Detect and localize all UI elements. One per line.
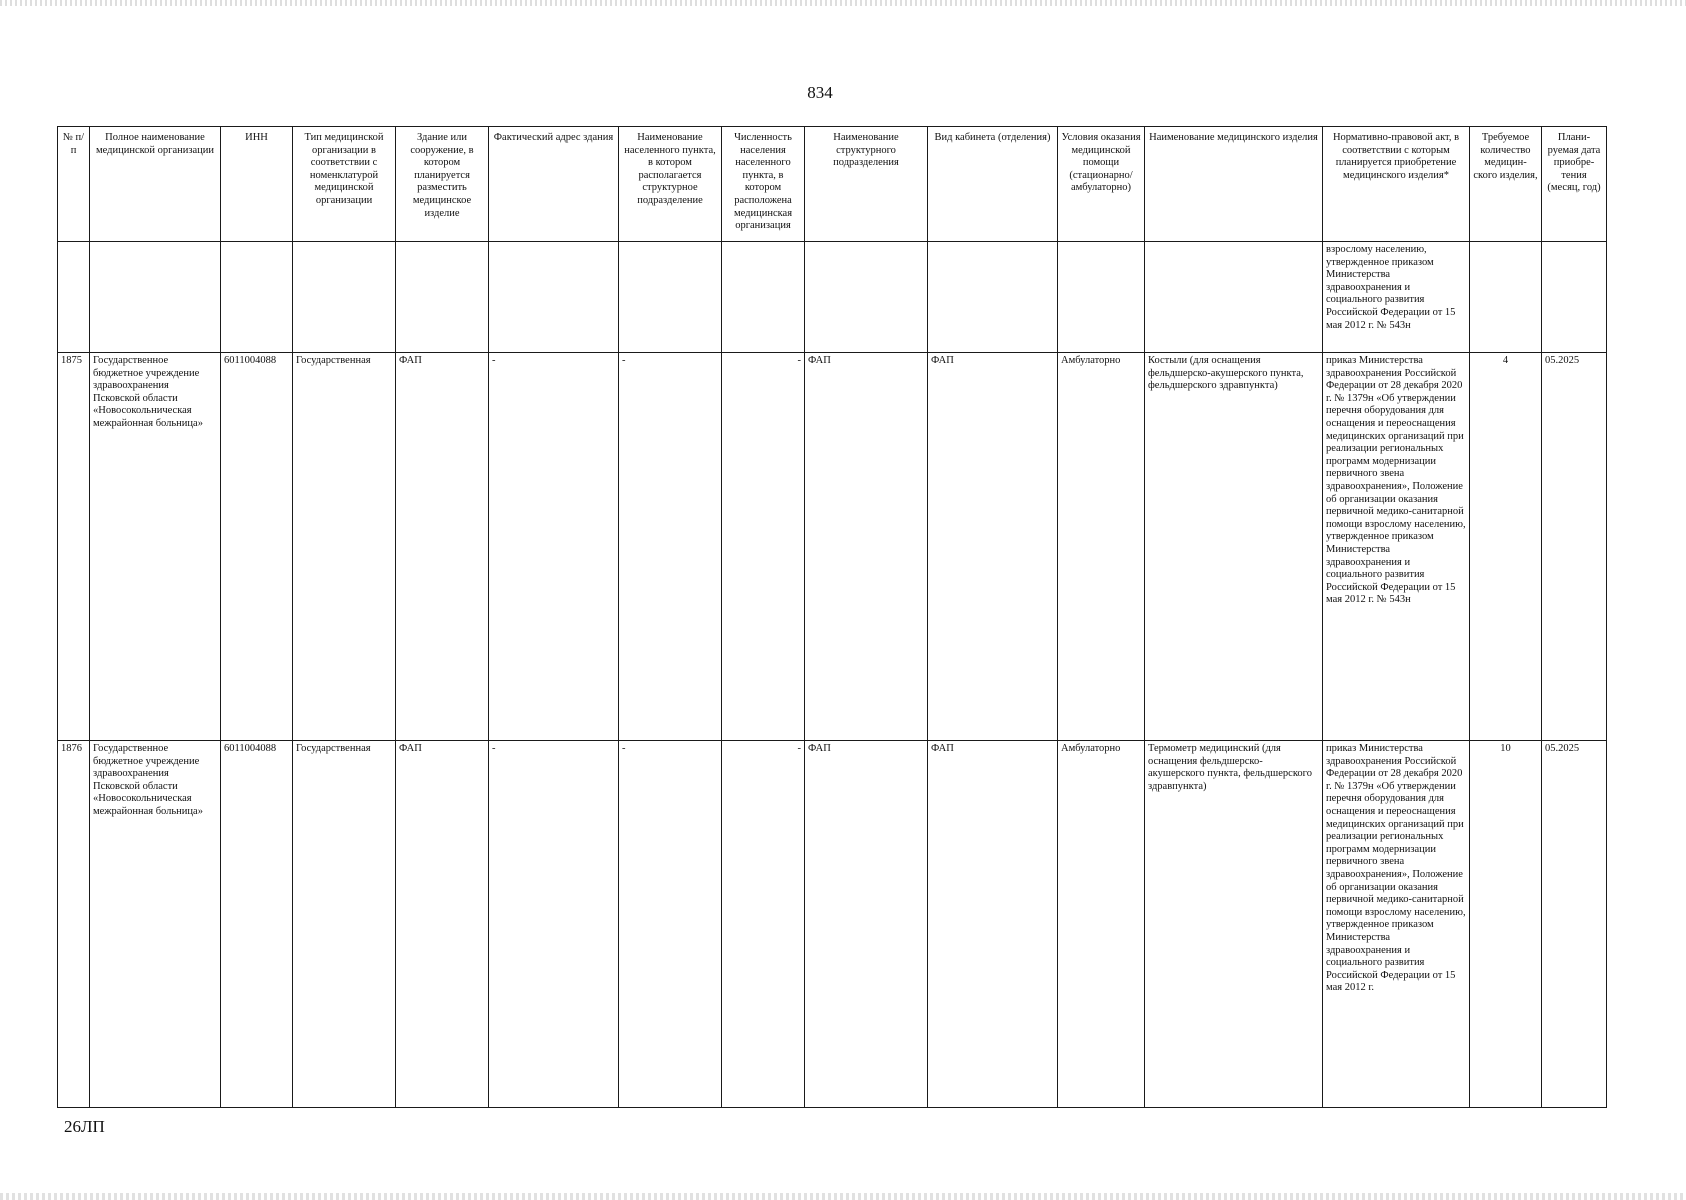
cell-org-name: Государственное бюджетное учреждение здравоохранения Псковской области «Новосокольническая межрайонная больница» — [90, 741, 221, 1108]
header-num: № п/п — [58, 127, 90, 242]
header-address: Фактический адрес здания — [489, 127, 619, 242]
cell-empty — [1470, 242, 1542, 353]
cell-legal-act: приказ Министерства здравоохранения Российской Федерации от 28 декабря 2020 г. № 1379н «Об утверждении перечня оборудования для оснащения и переоснащения медицинских организаций при реализации региональных программ модернизации первичного звена здравоохранения», Положение об организации оказания первичной медико-санитарной помощи взрослому населению, утвержденное приказом Министерства здравоохранения и социального развития Российской Федерации от 15 мая 2012 г. — [1323, 741, 1470, 1108]
table-header-row — [58, 127, 1607, 242]
cell-cabinet: ФАП — [928, 741, 1058, 1108]
cell-population: - — [722, 353, 805, 741]
cell-quantity: 10 — [1470, 741, 1542, 1108]
cell-legal-act: взрослому населению, утвержденное приказом Министерства здравоохранения и социального развития Российской Федерации от 15 мая 2012 г. № 543н — [1323, 242, 1470, 353]
header-cabinet: Вид кабинета (отделения) — [928, 127, 1058, 242]
header-date: Плани-руемая дата приобре-тения (месяц, год) — [1542, 127, 1607, 242]
header-inn: ИНН — [221, 127, 293, 242]
cell-inn: 6011004088 — [221, 353, 293, 741]
table-row — [58, 353, 1607, 741]
cell-empty — [221, 242, 293, 353]
header-device: Наименование медицинского изделия — [1145, 127, 1323, 242]
cell-org-name: Государственное бюджетное учреждение здравоохранения Псковской области «Новосокольническая межрайонная больница» — [90, 353, 221, 741]
header-legal-act: Нормативно-правовой акт, в соответствии с которым планируется приобретение медицинского изделия* — [1323, 127, 1470, 242]
header-quantity: Требуемое количество медицин-ского изделия, — [1470, 127, 1542, 242]
cell-empty — [489, 242, 619, 353]
cell-org-type: Государственная — [293, 741, 396, 1108]
cell-empty — [90, 242, 221, 353]
cell-empty — [928, 242, 1058, 353]
cell-division: ФАП — [805, 741, 928, 1108]
cell-settlement: - — [619, 353, 722, 741]
table-row-continuation — [58, 242, 1607, 353]
cell-date: 05.2025 — [1542, 741, 1607, 1108]
header-settlement: Наименование населенного пункта, в котором располагается структурное подразделение — [619, 127, 722, 242]
header-population: Численность населения населенного пункта, в котором расположена медицинская организация — [722, 127, 805, 242]
cell-building: ФАП — [396, 353, 489, 741]
cell-inn: 6011004088 — [221, 741, 293, 1108]
cell-num: 1875 — [58, 353, 90, 741]
cell-num: 1876 — [58, 741, 90, 1108]
cell-conditions: Амбулаторно — [1058, 741, 1145, 1108]
cell-empty — [619, 242, 722, 353]
cell-date: 05.2025 — [1542, 353, 1607, 741]
cell-empty — [1145, 242, 1323, 353]
cell-org-type: Государственная — [293, 353, 396, 741]
header-org-name: Полное наименование медицинской организации — [90, 127, 221, 242]
header-conditions: Условия оказания медицинской помощи (стационарно/ амбулаторно) — [1058, 127, 1145, 242]
header-building: Здание или сооружение, в котором планируется разместить медицинское изделие — [396, 127, 489, 242]
cell-empty — [1058, 242, 1145, 353]
cell-building: ФАП — [396, 741, 489, 1108]
cell-device: Костыли (для оснащения фельдшерско-акушерского пункта, фельдшерского здравпункта) — [1145, 353, 1323, 741]
cell-conditions: Амбулаторно — [1058, 353, 1145, 741]
cell-address: - — [489, 353, 619, 741]
cell-device: Термометр медицинский (для оснащения фельдшерско-акушерского пункта, фельдшерского здравпункта) — [1145, 741, 1323, 1108]
header-division: Наименование структурного подразделения — [805, 127, 928, 242]
medical-devices-table — [57, 126, 1607, 1108]
cell-settlement: - — [619, 741, 722, 1108]
cell-legal-act: приказ Министерства здравоохранения Российской Федерации от 28 декабря 2020 г. № 1379н «Об утверждении перечня оборудования для оснащения и переоснащения медицинских организаций при реализации региональных программ модернизации первичного звена здравоохранения», Положение об организации оказания первичной медико-санитарной помощи взрослому населению, утвержденное приказом Министерства здравоохранения и социального развития Российской Федерации от 15 мая 2012 г. № 543н — [1323, 353, 1470, 741]
table-row — [58, 741, 1607, 1108]
scan-edge-bottom — [0, 1193, 1686, 1200]
cell-quantity: 4 — [1470, 353, 1542, 741]
cell-address: - — [489, 741, 619, 1108]
scan-edge-top — [0, 0, 1686, 6]
cell-division: ФАП — [805, 353, 928, 741]
header-org-type: Тип медицинской организации в соответствии с номенклатурой медицинской организации — [293, 127, 396, 242]
document-code: 26ЛП — [64, 1117, 105, 1136]
cell-empty — [396, 242, 489, 353]
cell-empty — [805, 242, 928, 353]
cell-population: - — [722, 741, 805, 1108]
cell-empty — [58, 242, 90, 353]
cell-empty — [1542, 242, 1607, 353]
cell-cabinet: ФАП — [928, 353, 1058, 741]
cell-empty — [293, 242, 396, 353]
cell-empty — [722, 242, 805, 353]
page-number: 834 — [807, 83, 833, 102]
